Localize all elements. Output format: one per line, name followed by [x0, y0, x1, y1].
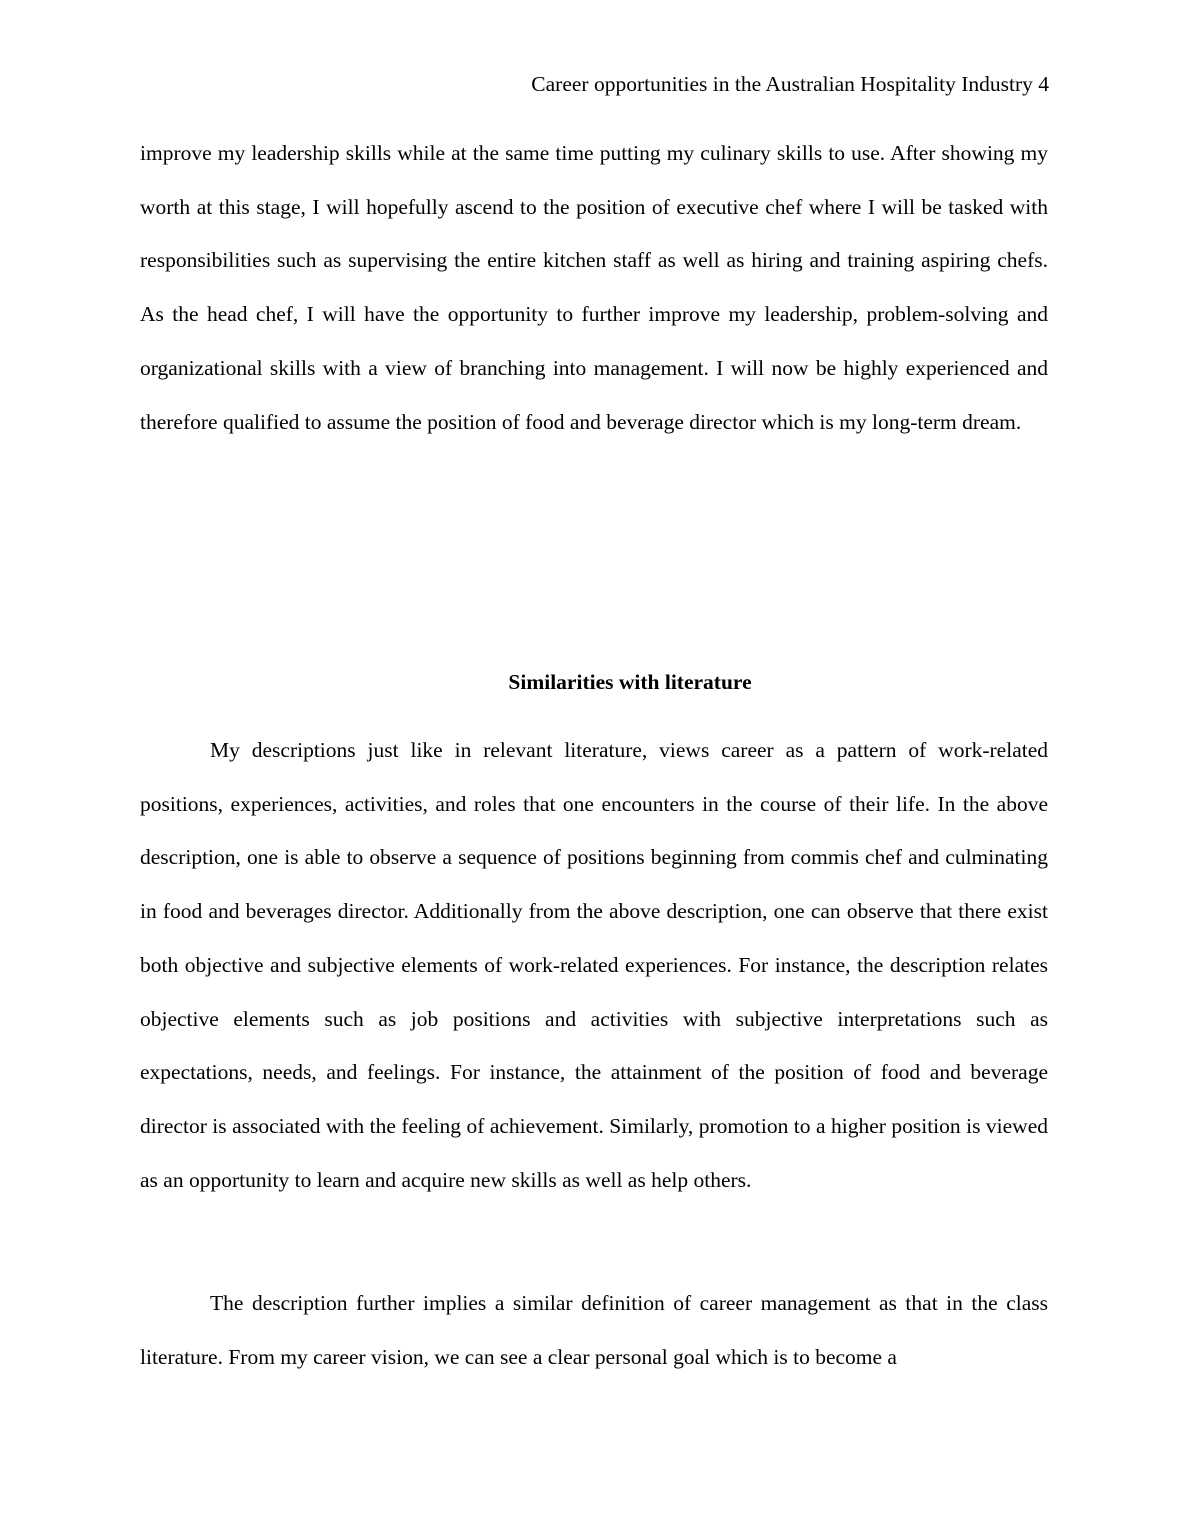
section-heading: Similarities with literature — [508, 670, 752, 694]
body-paragraph-3: The description further implies a similar definition of career management as that in the class literature. From my career vision, we can see a clear personal goal which is to become a — [140, 1291, 1048, 1369]
body-paragraph-1: improve my leadership skills while at the same time putting my culinary skills to use. After showing my worth at this stage, I will hopefully ascend to the position of executive chef where I will be tasked with responsibilities such as supervising the entire kitchen staff as well as hiring and training aspiring chefs. As the head chef, I will have the opportunity to further improve my leadership, problem-solving and organizational skills with a view of branching into management. I will now be highly experienced and therefore qualified to assume the position of food and beverage director which is my long-term dream. — [140, 141, 1048, 434]
running-head: Career opportunities in the Australian Hospitality Industry 4 — [531, 72, 1049, 96]
body-paragraph-2: My descriptions just like in relevant literature, views career as a pattern of work-related positions, experiences, activities, and roles that one encounters in the course of their life. In the above description, one is able to observe a sequence of positions beginning from commis chef and culminating in food and beverages director. Additionally from the above description, one can observe that there exist both objective and subjective elements of work-related experiences. For instance, the description relates objective elements such as job positions and activities with subjective interpretations such as expectations, needs, and feelings. For instance, the attainment of the position of food and beverage director is associated with the feeling of achievement. Similarly, promotion to a higher position is viewed as an opportunity to learn and acquire new skills as well as help others. — [140, 738, 1048, 1192]
